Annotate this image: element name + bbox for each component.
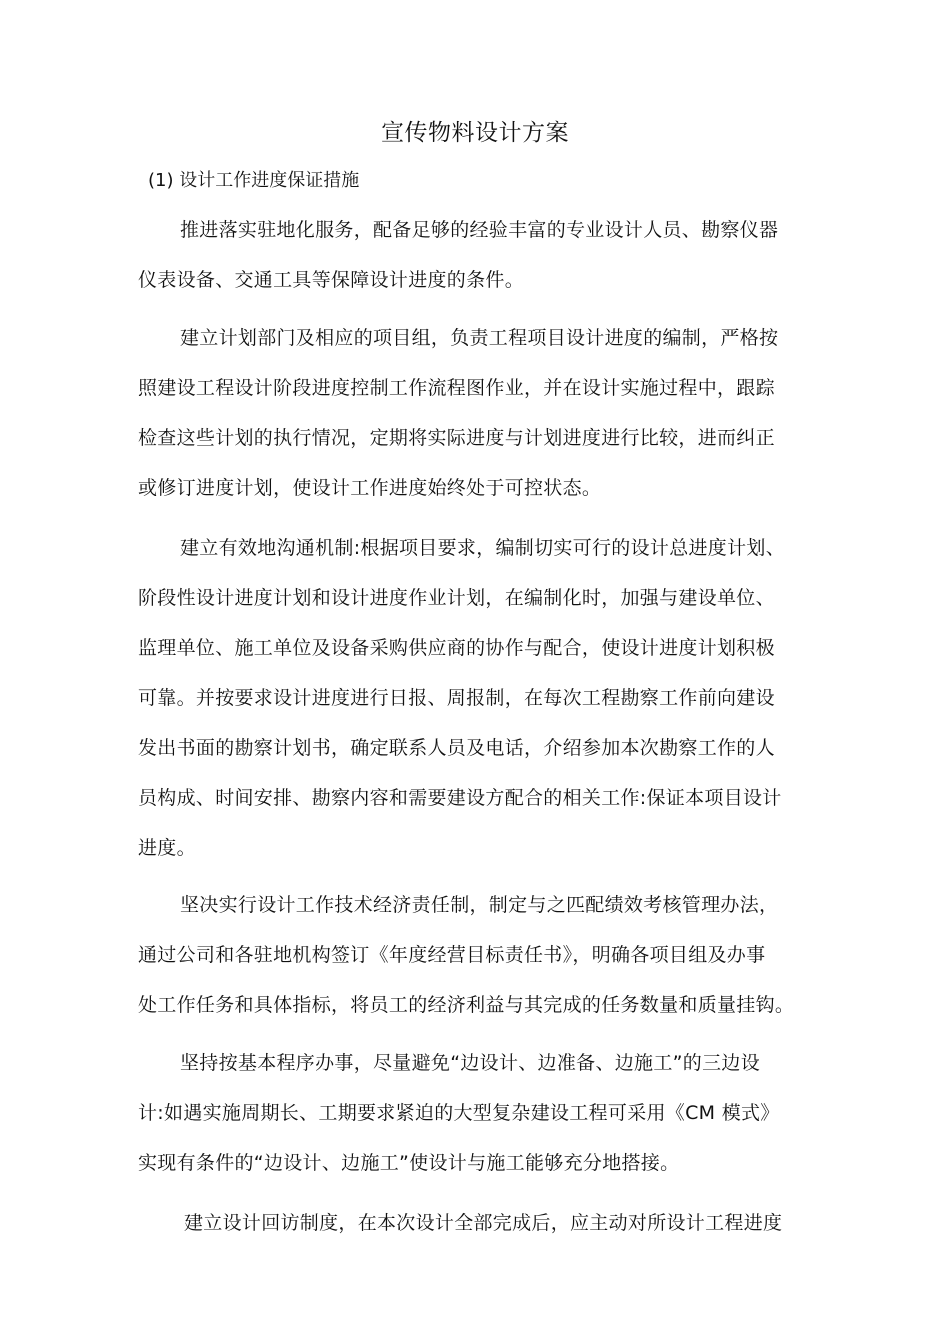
paragraph-line: 阶段性设计进度计划和设计进度作业计划，在编制化时，加强与建设单位、 xyxy=(138,587,775,609)
paragraph-line: 或修订进度计划，使设计工作进度始终处于可控状态。 xyxy=(138,477,602,499)
paragraph-line: 照建设工程设计阶段进度控制工作流程图作业，并在设计实施过程中，跟踪 xyxy=(138,377,775,399)
paragraph-line: 计:如遇实施周期长、工期要求紧迫的大型复杂建设工程可采用《CM 模式》 xyxy=(138,1102,780,1124)
paragraph-line: 发出书面的勘察计划书，确定联系人员及电话，介绍参加本次勘察工作的人 xyxy=(138,737,775,759)
paragraph-line: 处工作任务和具体指标，将员工的经济利益与其完成的任务数量和质量挂钩。 xyxy=(138,994,795,1016)
paragraph-line: 建立有效地沟通机制:根据项目要求，编制切实可行的设计总进度计划、 xyxy=(180,537,786,559)
paragraph-line: 坚决实行设计工作技术经济责任制，制定与之匹配绩效考核管理办法， xyxy=(180,894,779,916)
paragraph-3 xyxy=(138,523,828,873)
paragraph-line: 监理单位、施工单位及设备采购供应商的协作与配合，使设计进度计划积极 xyxy=(138,637,775,659)
section-heading: (1) 设计工作进度保证措施 xyxy=(148,170,360,191)
paragraph-line: 员构成、时间安排、勘察内容和需要建设方配合的相关工作:保证本项目设计 xyxy=(138,787,782,809)
paragraph-line: 仪表设备、交通工具等保障设计进度的条件。 xyxy=(138,269,525,291)
paragraph-line: 通过公司和各驻地机构签订《年度经营目标责任书》，明确各项目组及办事 xyxy=(138,944,766,966)
document-title: 宣传物料设计方案 xyxy=(381,120,569,146)
paragraph-line: 建立设计回访制度，在本次设计全部完成后，应主动对所设计工程进度 xyxy=(184,1212,783,1234)
paragraph-line: 坚持按基本程序办事，尽量避免“边设计、边准备、边施工”的三边设 xyxy=(180,1052,760,1074)
paragraph-line: 建立计划部门及相应的项目组，负责工程项目设计进度的编制，严格按 xyxy=(180,327,779,349)
paragraph-5 xyxy=(138,1038,828,1188)
paragraph-line: 可靠。并按要求设计进度进行日报、周报制，在每次工程勘察工作前向建设 xyxy=(138,687,775,709)
paragraph-line: 推进落实驻地化服务，配备足够的经验丰富的专业设计人员、勘察仪器 xyxy=(180,219,779,241)
paragraph-1 xyxy=(138,205,828,305)
paragraph-line: 实现有条件的“边设计、边施工”使设计与施工能够充分地搭接。 xyxy=(138,1152,680,1174)
paragraph-2 xyxy=(138,313,828,513)
paragraph-6 xyxy=(138,1198,828,1248)
paragraph-line: 进度。 xyxy=(138,837,196,859)
paragraph-4 xyxy=(138,880,828,1030)
paragraph-line: 检查这些计划的执行情况，定期将实际进度与计划进度进行比较，进而纠正 xyxy=(138,427,775,449)
